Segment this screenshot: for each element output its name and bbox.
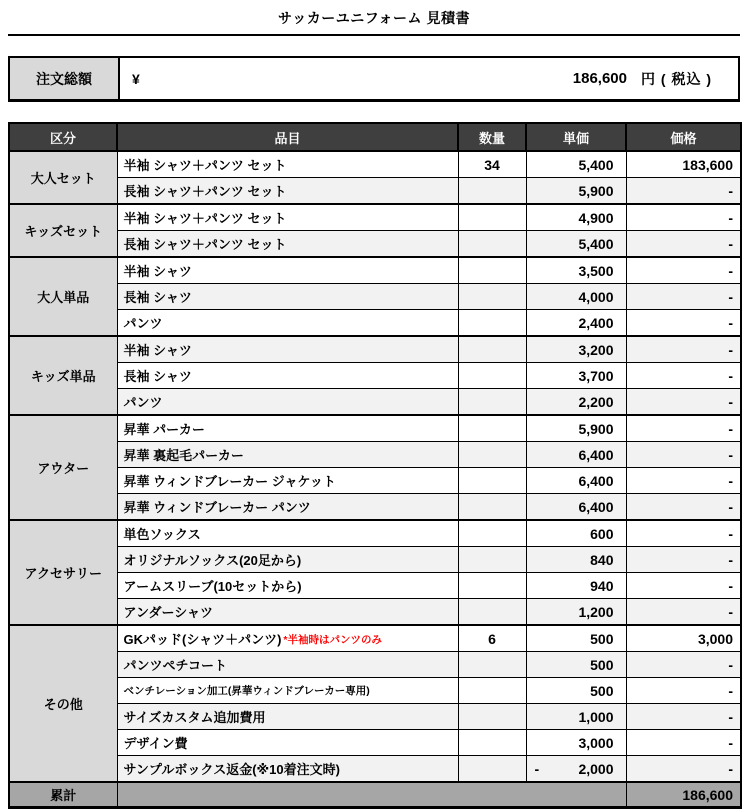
price-table-header	[9, 123, 741, 151]
price-cell: -	[626, 442, 741, 468]
qty-cell	[458, 336, 526, 363]
qty-cell: 34	[458, 151, 526, 178]
unit-price-cell: 500	[526, 678, 626, 704]
order-total-row	[9, 57, 739, 101]
item-cell: 昇華 ウィンドブレーカー ジャケット	[117, 468, 458, 494]
price-cell: -	[626, 547, 741, 573]
table-row	[9, 730, 741, 756]
qty-cell	[458, 257, 526, 284]
item-cell: 昇華 裏起毛パーカー	[117, 442, 458, 468]
item-cell: 半袖 シャツ＋パンツ セット	[117, 204, 458, 231]
item-cell: デザイン費	[117, 730, 458, 756]
qty-cell	[458, 520, 526, 547]
price-cell: -	[626, 494, 741, 521]
item-cell: パンツペチコート	[117, 652, 458, 678]
qty-cell	[458, 494, 526, 521]
unit-price-cell: 5,400	[526, 231, 626, 258]
unit-price-cell: 5,400	[526, 151, 626, 178]
item-cell: 長袖 シャツ＋パンツ セット	[117, 231, 458, 258]
qty-cell	[458, 284, 526, 310]
unit-price-cell: 2,200	[526, 389, 626, 416]
item-cell: アンダーシャツ	[117, 599, 458, 626]
order-total-box	[8, 56, 740, 102]
table-row	[9, 625, 741, 652]
minus-sign: -	[534, 760, 540, 777]
item-cell: 半袖 シャツ＋パンツ セット	[117, 151, 458, 178]
table-row	[9, 310, 741, 337]
unit-price-cell: 500	[526, 625, 626, 652]
table-row	[9, 520, 741, 547]
col-header-unit-price: 単価	[526, 123, 626, 151]
table-row	[9, 363, 741, 389]
accounting-negative	[527, 761, 614, 777]
unit-price-cell: 4,000	[526, 284, 626, 310]
table-row	[9, 756, 741, 783]
table-row	[9, 178, 741, 205]
item-cell: 半袖 シャツ	[117, 336, 458, 363]
category-cell: キッズ単品	[9, 336, 117, 415]
item-cell: アームスリーブ(10セットから)	[117, 573, 458, 599]
unit-price-cell: 6,400	[526, 468, 626, 494]
table-row	[9, 704, 741, 730]
table-row	[9, 231, 741, 258]
order-total-label: 注文総額	[9, 57, 119, 101]
qty-cell	[458, 678, 526, 704]
title-divider	[8, 6, 740, 36]
grand-total-label: 累計	[9, 782, 117, 808]
category-cell: アクセサリー	[9, 520, 117, 625]
table-row	[9, 415, 741, 442]
price-cell: -	[626, 231, 741, 258]
unit-price-cell: 600	[526, 520, 626, 547]
price-table-body	[9, 151, 741, 782]
unit-price-cell: 3,700	[526, 363, 626, 389]
item-cell	[117, 625, 458, 652]
grand-total-row	[9, 782, 741, 808]
price-cell: -	[626, 573, 741, 599]
table-row	[9, 442, 741, 468]
unit-price-cell: 840	[526, 547, 626, 573]
col-header-item: 品目	[117, 123, 458, 151]
order-total-amount: 186,600	[572, 70, 627, 87]
unit-price-cell: 6,400	[526, 494, 626, 521]
price-cell: -	[626, 468, 741, 494]
qty-cell	[458, 547, 526, 573]
order-total-value	[120, 69, 738, 89]
item-cell: サンプルボックス返金(※10着注文時)	[117, 756, 458, 783]
qty-cell	[458, 573, 526, 599]
price-cell: -	[626, 599, 741, 626]
category-cell: アウター	[9, 415, 117, 520]
item-cell: パンツ	[117, 389, 458, 416]
doc-title: サッカーユニフォーム 見積書	[278, 10, 470, 26]
category-cell: キッズセット	[9, 204, 117, 257]
qty-cell	[458, 389, 526, 416]
category-cell: その他	[9, 625, 117, 782]
qty-cell	[458, 415, 526, 442]
table-row	[9, 257, 741, 284]
item-cell: 長袖 シャツ	[117, 284, 458, 310]
unit-price-cell: 5,900	[526, 178, 626, 205]
qty-cell	[458, 704, 526, 730]
currency-symbol: ¥	[132, 70, 140, 87]
item-cell: 昇華 パーカー	[117, 415, 458, 442]
item-note: *半袖時はパンツのみ	[283, 634, 382, 646]
unit-price-cell: 1,000	[526, 704, 626, 730]
price-cell: -	[626, 363, 741, 389]
table-row	[9, 151, 741, 178]
price-cell: 3,000	[626, 625, 741, 652]
qty-cell	[458, 310, 526, 337]
table-row	[9, 389, 741, 416]
col-header-qty: 数量	[458, 123, 526, 151]
unit-price-cell: 3,000	[526, 730, 626, 756]
item-cell: ベンチレーション加工(昇華ウィンドブレーカー専用)	[117, 678, 458, 704]
qty-cell	[458, 231, 526, 258]
price-cell: -	[626, 704, 741, 730]
price-cell: -	[626, 257, 741, 284]
qty-cell	[458, 730, 526, 756]
qty-cell	[458, 178, 526, 205]
table-row	[9, 494, 741, 521]
table-row	[9, 599, 741, 626]
category-cell: 大人セット	[9, 151, 117, 204]
table-row	[9, 204, 741, 231]
qty-cell	[458, 468, 526, 494]
table-row	[9, 652, 741, 678]
order-total-value-cell	[119, 57, 739, 101]
table-row	[9, 547, 741, 573]
unit-price-cell: 5,900	[526, 415, 626, 442]
item-cell: オリジナルソックス(20足から)	[117, 547, 458, 573]
item-cell: パンツ	[117, 310, 458, 337]
table-row	[9, 284, 741, 310]
price-cell: -	[626, 178, 741, 205]
item-cell: 長袖 シャツ＋パンツ セット	[117, 178, 458, 205]
price-table-footer	[9, 782, 741, 808]
qty-cell	[458, 204, 526, 231]
unit-price-cell: 3,200	[526, 336, 626, 363]
price-cell: -	[626, 520, 741, 547]
table-row	[9, 573, 741, 599]
unit-price-value: 2,000	[578, 760, 614, 777]
table-row	[9, 678, 741, 704]
qty-cell	[458, 442, 526, 468]
col-header-category: 区分	[9, 123, 117, 151]
price-cell: 183,600	[626, 151, 741, 178]
table-row	[9, 336, 741, 363]
price-cell: -	[626, 730, 741, 756]
qty-cell: 6	[458, 625, 526, 652]
price-cell: -	[626, 389, 741, 416]
price-cell: -	[626, 652, 741, 678]
price-cell: -	[626, 204, 741, 231]
qty-cell	[458, 363, 526, 389]
unit-price-cell: 940	[526, 573, 626, 599]
price-cell: -	[626, 336, 741, 363]
price-cell: -	[626, 415, 741, 442]
col-header-price: 価格	[626, 123, 741, 151]
grand-total-value: 186,600	[626, 782, 741, 808]
unit-price-cell: 4,900	[526, 204, 626, 231]
unit-price-cell: 1,200	[526, 599, 626, 626]
unit-price-cell: 6,400	[526, 442, 626, 468]
item-cell: 半袖 シャツ	[117, 257, 458, 284]
item-cell: 長袖 シャツ	[117, 363, 458, 389]
qty-cell	[458, 756, 526, 783]
price-cell: -	[626, 284, 741, 310]
grand-total-spacer	[117, 782, 626, 808]
unit-price-cell: 2,400	[526, 310, 626, 337]
unit-price-cell: 3,500	[526, 257, 626, 284]
item-cell: サイズカスタム追加費用	[117, 704, 458, 730]
qty-cell	[458, 599, 526, 626]
header-row	[9, 123, 741, 151]
item-cell: 単色ソックス	[117, 520, 458, 547]
unit-price-cell	[526, 756, 626, 783]
price-cell: -	[626, 310, 741, 337]
order-total-unit: 円 ( 税込 )	[641, 70, 712, 87]
item-label: GKパッド(シャツ＋パンツ)	[123, 632, 282, 647]
category-cell: 大人単品	[9, 257, 117, 336]
qty-cell	[458, 652, 526, 678]
table-row	[9, 468, 741, 494]
item-cell: 昇華 ウィンドブレーカー パンツ	[117, 494, 458, 521]
price-cell: -	[626, 756, 741, 783]
price-cell: -	[626, 678, 741, 704]
unit-price-cell: 500	[526, 652, 626, 678]
price-table	[8, 122, 742, 809]
